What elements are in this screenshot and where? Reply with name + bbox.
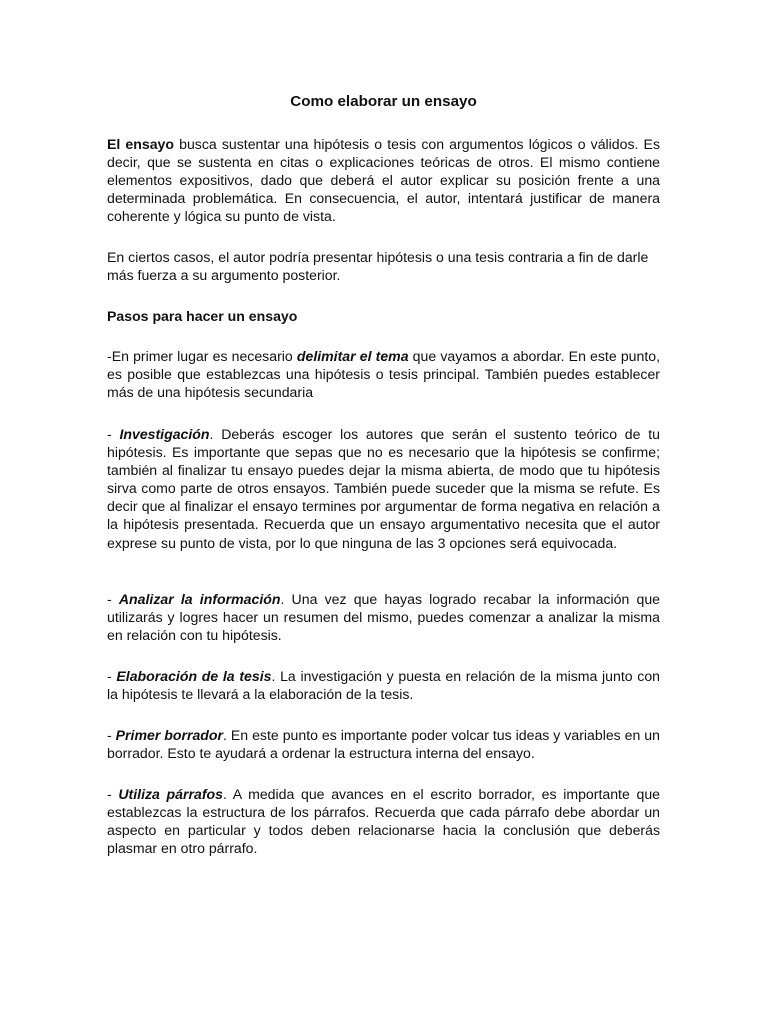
- step-item: [107, 667, 660, 703]
- step-text: que vayamos a abordar. En este punto, es posible que establezcas una hipótesis o tesis principal. También puedes establecer más de una hipótesis secundaria: [107, 348, 661, 401]
- step-prefix: -: [107, 668, 117, 684]
- step-text: . En este punto es importante poder volcar tus ideas y variables en un borrador. Esto te ayudará a ordenar la estructura interna del ensayo.: [107, 727, 660, 762]
- step-term: Analizar la información: [118, 591, 281, 607]
- document-title: Como elaborar un ensayo: [290, 93, 477, 110]
- step-prefix: -: [107, 786, 119, 802]
- step-prefix: -En primer lugar es necesario: [107, 348, 297, 364]
- step-term: Investigación: [119, 426, 210, 442]
- step-prefix: -: [107, 727, 116, 743]
- step-text: . A medida que avances en el escrito borrador, es importante que establezcas la estructura de los párrafos. Recuerda que cada párrafo debe abordar un aspecto en particular y todos deben relacionarse hacia la conclusión que deberás plasmar en otro párrafo.: [107, 786, 660, 857]
- intro-paragraph: [107, 135, 660, 225]
- step-text: . Una vez que hayas logrado recabar la información que utilizarás y logres hacer un resumen del mismo, puedes comenzar a analizar la misma en relación con tu hipótesis.: [107, 591, 660, 644]
- second-paragraph: En ciertos casos, el autor podría presentar hipótesis o una tesis contraria a fin de darle más fuerza a su argumento posterior.: [107, 249, 649, 284]
- step-prefix: -: [107, 591, 119, 607]
- intro-text: busca sustentar una hipótesis o tesis con argumentos lógicos o válidos. Es decir, que se sustenta en citas o explicaciones teóricas de otros. El mismo contiene elementos expositivos, dado que deberá el autor explicar su posición frente a una determinada problemática. En consecuencia, el autor, intentará justificar de manera coherente y lógica su punto de vista.: [107, 136, 660, 225]
- step-item: [107, 347, 660, 401]
- step-prefix: -: [107, 426, 120, 442]
- step-term: Elaboración de la tesis: [116, 668, 272, 684]
- step-item: [107, 590, 660, 644]
- step-item: [107, 425, 660, 552]
- intro-lead: El ensayo: [107, 136, 175, 152]
- step-term: delimitar el tema: [296, 348, 409, 364]
- steps-heading: Pasos para hacer un ensayo: [107, 308, 298, 324]
- step-text: . Deberás escoger los autores que serán el sustento teórico de tu hipótesis. Es importante que sepas que no es necesario que la hipótesis se confirme; también al finalizar tu ensayo puedes dejar la misma abierta, de modo que tu hipótesis sirva como parte de otros ensayos. También puede suceder que la misma se refute. Es decir que al finalizar el ensayo termines por argumentar de forma negativa en relación a la hipótesis presentada. Recuerda que un ensayo argumentativo necesita que el autor exprese su punto de vista, por lo que ninguna de las 3 opciones será equivocada.: [107, 426, 660, 551]
- step-text: . La investigación y puesta en relación de la misma junto con la hipótesis te llevará a la elaboración de la tesis.: [107, 668, 660, 703]
- step-term: Primer borrador: [115, 727, 224, 743]
- step-item: [107, 785, 660, 857]
- step-item: [107, 726, 660, 762]
- step-term: Utiliza párrafos: [118, 786, 223, 802]
